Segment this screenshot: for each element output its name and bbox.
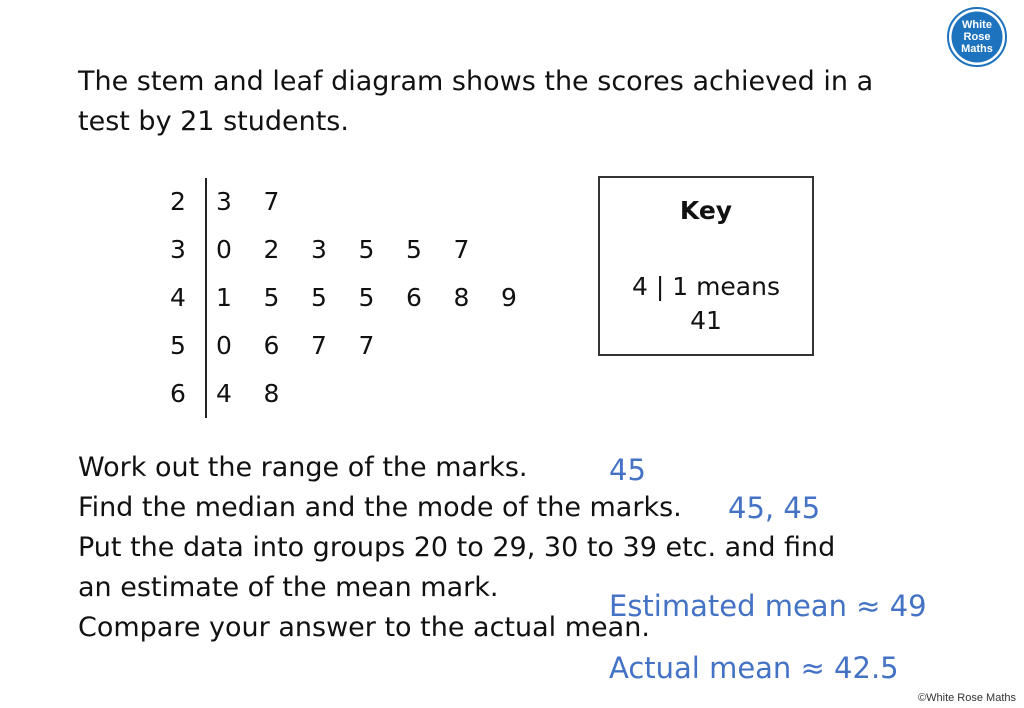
leaf-value: 0: [216, 331, 232, 360]
intro-line-2: test by 21 students.: [78, 106, 349, 137]
key-line-2: 41: [690, 306, 722, 335]
key-line-1: 4 | 1 means: [632, 272, 780, 301]
stem-value: 6: [170, 379, 186, 408]
answer-estimated-mean: Estimated mean ≈ 49: [609, 589, 927, 623]
leaf-value: 4: [216, 379, 232, 408]
intro-text: [78, 62, 938, 142]
question-median-mode: Find the median and the mode of the marks.: [78, 492, 682, 523]
answer-actual-mean: Actual mean ≈ 42.5: [609, 651, 899, 685]
stem-value: 5: [170, 331, 186, 360]
stem-and-leaf-diagram: [150, 178, 570, 418]
stem-value: 2: [170, 187, 186, 216]
leaf-value: 7: [453, 235, 470, 264]
leaf-value: 7: [311, 331, 327, 360]
leaf-value: 6: [263, 331, 280, 360]
leaf-value: 1: [216, 283, 232, 312]
leaf-value: 8: [263, 379, 280, 408]
logo-text-1: White: [962, 19, 992, 31]
leaf-value: 5: [406, 235, 422, 264]
leaf-value: 3: [311, 235, 327, 264]
stem-value: 4: [170, 283, 186, 312]
leaf-value: 5: [358, 235, 375, 264]
leaf-value: 5: [358, 283, 375, 312]
white-rose-maths-logo: [946, 6, 1008, 68]
answer-range: 45: [609, 453, 646, 487]
leaf-value: 6: [406, 283, 422, 312]
leaf-value: 7: [263, 187, 280, 216]
leaf-value: 0: [216, 235, 232, 264]
question-grouped-mean-1: Put the data into groups 20 to 29, 30 to 39 etc. and find: [78, 532, 836, 563]
leaf-value: 7: [358, 331, 375, 360]
leaf-value: 3: [216, 187, 232, 216]
leaf-value: 9: [501, 283, 517, 312]
key-title: Key: [679, 196, 733, 225]
question-compare-mean: Compare your answer to the actual mean.: [78, 612, 650, 643]
logo-text-2: Rose: [963, 31, 991, 43]
stem-leaf-row: [150, 322, 570, 370]
leaf-value: 5: [311, 283, 327, 312]
stem-leaf-row: [150, 226, 570, 274]
answer-median-mode: 45, 45: [728, 491, 821, 525]
stem-leaf-row: [150, 370, 570, 418]
copyright: ©White Rose Maths: [918, 692, 1016, 704]
intro-line-1: The stem and leaf diagram shows the scores achieved in a: [78, 66, 874, 97]
leaf-value: 8: [453, 283, 470, 312]
question-range: Work out the range of the marks.: [78, 452, 528, 483]
key-box: [598, 176, 814, 356]
question-grouped-mean-2: an estimate of the mean mark.: [78, 572, 499, 603]
leaf-value: 5: [263, 283, 280, 312]
stem-leaf-row: [150, 178, 570, 226]
leaf-value: 2: [263, 235, 280, 264]
logo-text-3: Maths: [961, 43, 993, 55]
stem-leaf-row: [150, 274, 570, 322]
stem-value: 3: [170, 235, 186, 264]
